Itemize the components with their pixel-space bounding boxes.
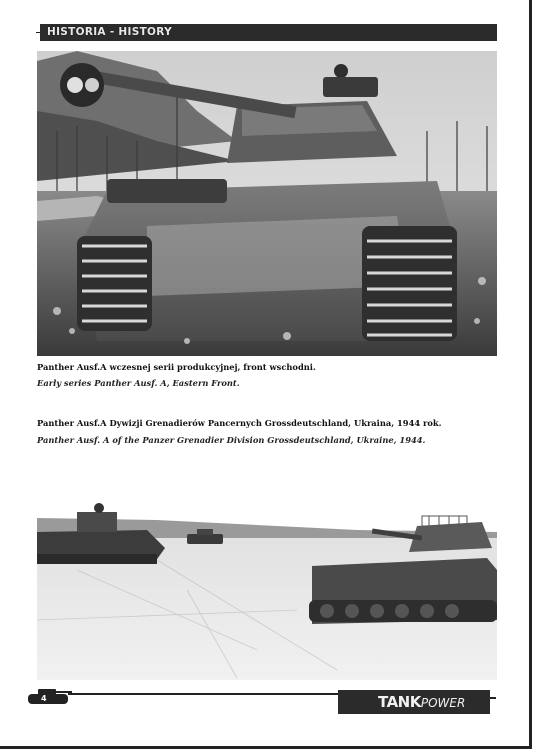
tank-photo-icon bbox=[37, 500, 497, 680]
caption-1-polish: Panther Ausf.A wczesnej serii produkcyjnej, front wschodni. bbox=[37, 362, 316, 372]
brand-tick bbox=[490, 697, 496, 699]
brand-part-1: TANK bbox=[378, 693, 421, 711]
brand-logo bbox=[378, 691, 465, 713]
section-title: HISTORIA - HISTORY bbox=[47, 26, 172, 38]
tank-silhouette-icon bbox=[24, 684, 72, 706]
caption-2-english: Panther Ausf. A of the Panzer Grenadier Division Grossdeutschland, Ukraine, 1944. bbox=[37, 435, 426, 445]
caption-1-english: Early series Panther Ausf. A, Eastern Front. bbox=[37, 378, 240, 388]
page-number: 4 bbox=[41, 694, 47, 703]
caption-2-polish: Panther Ausf.A Dywizji Grenadierów Pancernych Grossdeutschland, Ukraina, 1944 rok. bbox=[37, 418, 442, 428]
brand-part-2: POWER bbox=[420, 696, 466, 710]
tank-photo-icon bbox=[37, 51, 497, 356]
photo-panthers-snow bbox=[37, 500, 497, 680]
footer-rule bbox=[68, 693, 338, 695]
photo-panther-front bbox=[37, 51, 497, 356]
